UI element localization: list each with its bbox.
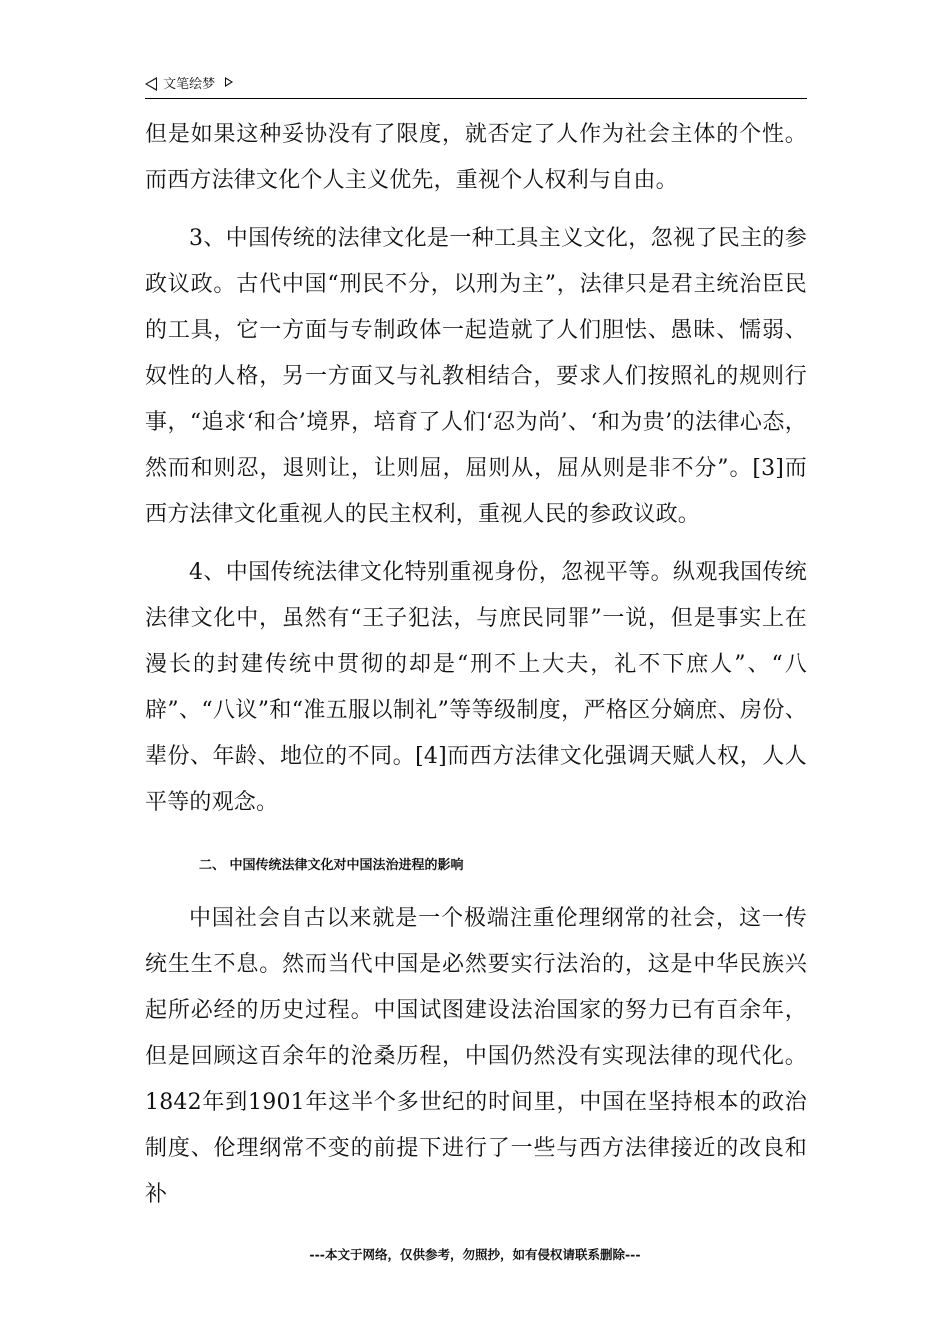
page-header xyxy=(145,72,807,99)
header-brand: 文笔绘梦 xyxy=(163,77,216,92)
section-heading: 二、 中国传统法律文化对中国法治进程的影响 xyxy=(199,858,464,873)
triangle-left-icon xyxy=(145,77,157,91)
paragraph-3: 4、中国传统法律文化特别重视身份，忽视平等。纵观我国传统法律文化中，虽然有“王子犯法，与庶民同罪”一说，但是事实上在漫长的封建传统中贯彻的却是“刑不上大夫，礼不下庶人”、“八辟”、“八议”和“准五服以制礼”等等级制度，严格区分嫡庶、房份、辈份、年龄、地位的不同。[4]而西方法律文化强调天赋人权，人人平等的观念。 xyxy=(145,560,807,815)
paragraph-4: 中国社会自古以来就是一个极端注重伦理纲常的社会，这一传统生生不息。然而当代中国是必然要实行法治的，这是中华民族兴起所必经的历史过程。中国试图建设法治国家的努力已有百余年，但是回顾这百余年的沧桑历程，中国仍然没有实现法律的现代化。1842年到1901年这半个多世纪的时间里，中国在坚持根本的政治制度、伦理纲常不变的前提下进行了一些与西方法律接近的改良和补 xyxy=(145,906,807,1207)
triangle-right-icon xyxy=(225,77,233,87)
paragraph-2: 3、中国传统的法律文化是一种工具主义文化，忽视了民主的参政议政。古代中国“刑民不分，以刑为主”，法律只是君主统治臣民的工具，它一方面与专制政体一起造就了人们胆怯、愚昧、懦弱、奴性的人格，另一方面又与礼教相结合，要求人们按照礼的规则行事，“追求‘和合’境界，培育了人们‘忍为尚’、‘和为贵’的法律心态，然而和则忍，退则让，让则屈，屈则从，屈从则是非不分”。[3]而西方法律文化重视人的民主权利，重视人民的参政议政。 xyxy=(145,226,807,527)
document-body xyxy=(145,112,807,1218)
paragraph-1: 但是如果这种妥协没有了限度，就否定了人作为社会主体的个性。而西方法律文化个人主义优先，重视个人权利与自由。 xyxy=(145,122,807,193)
footer-notice: ---本文于网络，仅供参考，勿照抄，如有侵权请联系删除--- xyxy=(309,1247,641,1262)
